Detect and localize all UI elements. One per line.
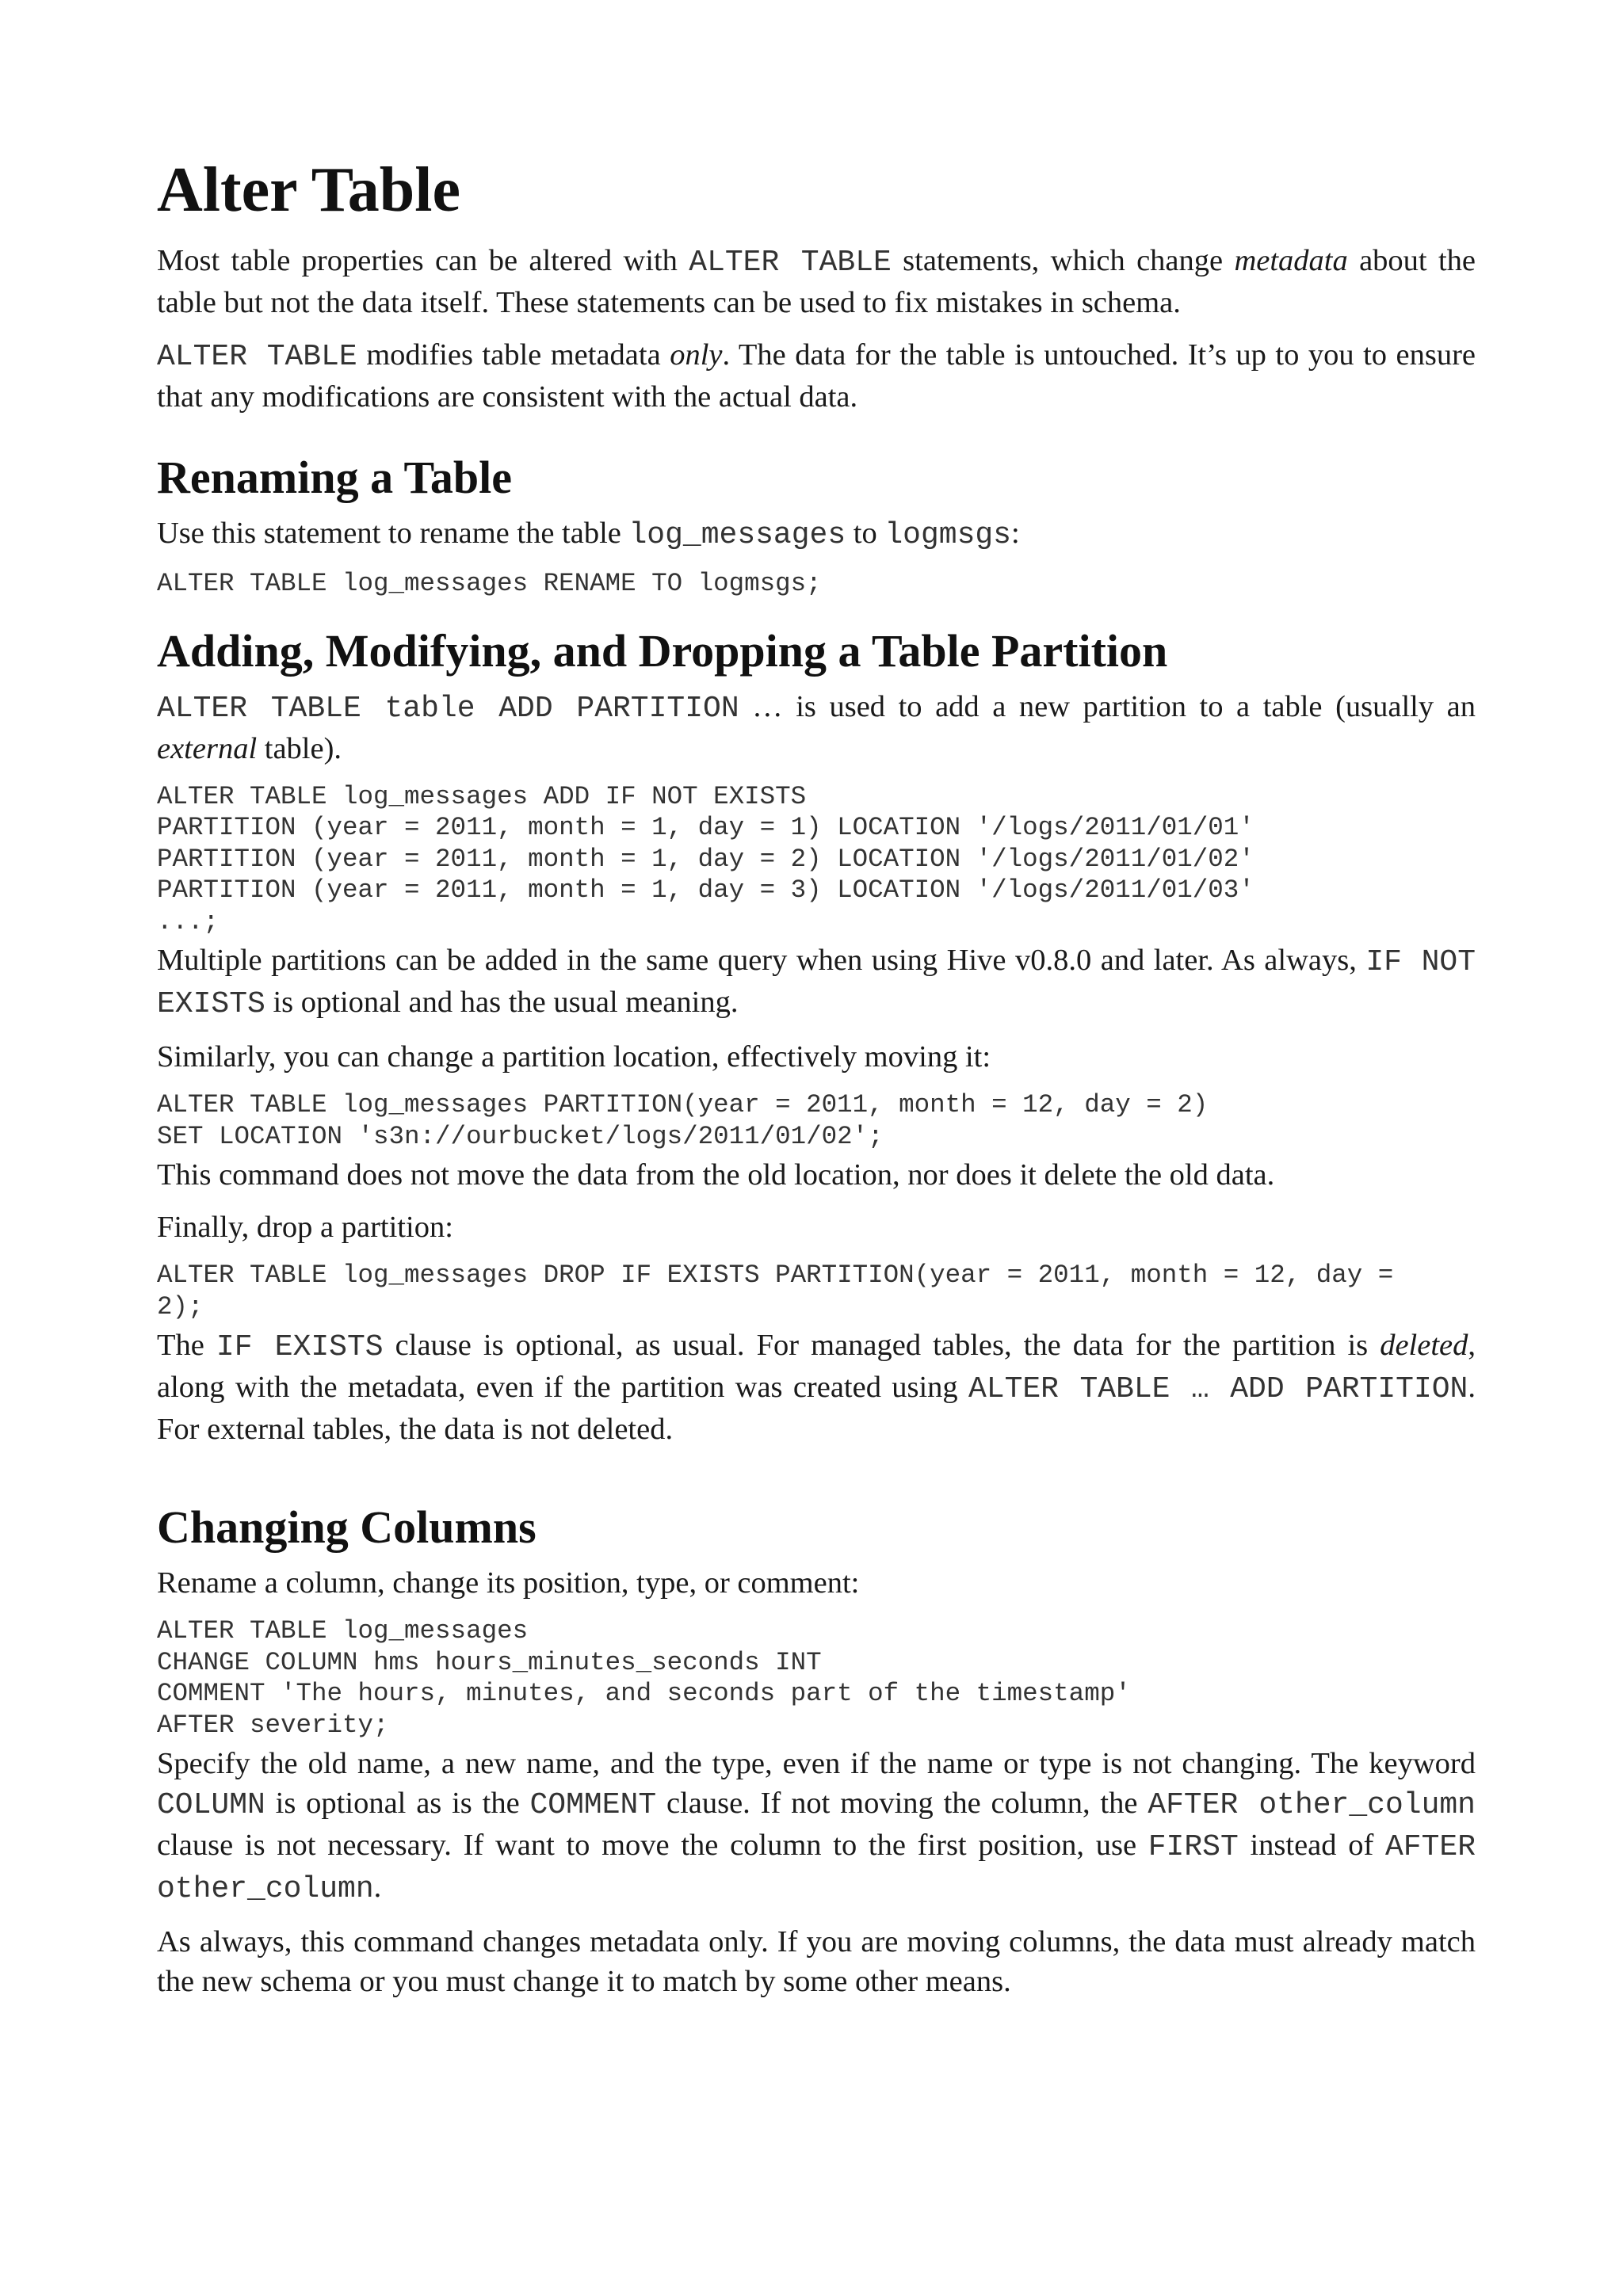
text-run: Specify the old name, a new name, and the type, even if the name or type is not changing. The keyword — [157, 1747, 1476, 1780]
text-run: to — [846, 517, 885, 550]
spacer — [157, 429, 1476, 450]
code-block-drop-partition: ALTER TABLE log_messages DROP IF EXISTS PARTITION(year = 2011, month = 12, day = 2); — [157, 1261, 1394, 1322]
text-run: : — [1011, 517, 1020, 550]
emphasis-text: deleted — [1380, 1329, 1468, 1362]
text-run: … is used to add a new partition to a table (usually an — [739, 689, 1476, 723]
inline-code: logmsgs — [884, 518, 1011, 552]
text-run: Use this statement to rename the table — [157, 517, 629, 550]
code-block-add-partition: ALTER TABLE log_messages ADD IF NOT EXISTS PARTITION (year = 2011, month = 1, day = 1) LOCATION '/logs/2011/01/01' PARTITION (year = 2011, month = 1, day = 2) LOCATION '/logs/2011/01/02' PARTITION (year = 2011, month = 1, day = 3) LOCATION '/logs/2011/01/03' ...; — [157, 781, 1254, 936]
spacer — [157, 603, 1476, 624]
columns-paragraph-2 — [157, 1744, 1476, 1909]
inline-code: ALTER TABLE table ADD PARTITION — [157, 691, 739, 726]
text-run: instead of — [1238, 1829, 1385, 1862]
emphasis-text: external — [157, 731, 258, 765]
text-run: modifies table metadata — [357, 338, 670, 372]
inline-code: COLUMN — [157, 1788, 265, 1822]
text-run: . For external tables, the data is not deleted. — [157, 1371, 1476, 1446]
renaming-paragraph — [157, 513, 1476, 555]
inline-code: IF EXISTS — [216, 1330, 384, 1364]
inline-code: AFTER other_column — [157, 1830, 1476, 1906]
section-heading-renaming: Renaming a Table — [157, 452, 512, 503]
inline-code: log_messages — [628, 518, 846, 552]
emphasis-text: metadata — [1234, 244, 1348, 277]
partition-paragraph-4: This command does not move the data from the old location, nor does it delete the old data. — [157, 1158, 1275, 1192]
section-heading-partition: Adding, Modifying, and Dropping a Table Partition — [157, 624, 1168, 677]
page-title: Alter Table — [157, 155, 461, 225]
partition-paragraph-3: Similarly, you can change a partition location, effectively moving it: — [157, 1040, 991, 1074]
intro-paragraph-2 — [157, 335, 1476, 417]
inline-code: ALTER TABLE — [157, 340, 357, 374]
partition-paragraph-1 — [157, 687, 1476, 769]
text-run: Multiple partitions can be added in the same query when using Hive v0.8.0 and later. As always, — [157, 944, 1366, 977]
text-run: is optional and has the usual meaning. — [265, 986, 739, 1019]
section-heading-columns: Changing Columns — [157, 1501, 537, 1553]
text-run: clause is not necessary. If want to move the column to the first position, use — [157, 1829, 1148, 1862]
code-block-set-location: ALTER TABLE log_messages PARTITION(year = 2011, month = 12, day = 2) SET LOCATION 's3n://ourbucket/logs/2011/01/02'; — [157, 1090, 1209, 1151]
inline-code: IF NOT EXISTS — [157, 945, 1476, 1021]
text-run: . The data for the table is untouched. It’s up to you to ensure that any modifications are consistent with the actual data. — [157, 338, 1476, 414]
text-run: The — [157, 1329, 216, 1362]
inline-code: AFTER other_column — [1148, 1788, 1476, 1822]
code-block-change-column: ALTER TABLE log_messages CHANGE COLUMN hms hours_minutes_seconds INT COMMENT 'The hours, minutes, and seconds part of the timestamp' AFTER severity; — [157, 1616, 1131, 1740]
inline-code: COMMENT — [529, 1788, 657, 1822]
text-run: about the table but not the data itself. These statements can be used to fix mistakes in schema. — [157, 244, 1476, 319]
page-content — [157, 151, 1476, 2014]
text-run: table). — [257, 731, 342, 765]
text-run: , along with the metadata, even if the partition was created using — [157, 1329, 1476, 1404]
inline-code: ALTER TABLE … ADD PARTITION — [968, 1372, 1468, 1406]
columns-paragraph-1: Rename a column, change its position, type, or comment: — [157, 1566, 860, 1600]
spacer — [157, 1462, 1476, 1500]
intro-paragraph-1 — [157, 241, 1476, 322]
partition-paragraph-6 — [157, 1325, 1476, 1449]
code-block-rename: ALTER TABLE log_messages RENAME TO logmsgs; — [157, 569, 822, 598]
emphasis-text: only — [670, 338, 723, 372]
inline-code: ALTER TABLE — [689, 246, 892, 280]
text-run: clause is optional, as usual. For managed tables, the data for the partition is — [383, 1329, 1381, 1362]
text-run: . — [373, 1871, 382, 1904]
partition-paragraph-5: Finally, drop a partition: — [157, 1211, 453, 1244]
text-run: clause. If not moving the column, the — [656, 1787, 1148, 1820]
text-run: is optional as is the — [265, 1787, 530, 1820]
text-run: statements, which change — [891, 244, 1235, 277]
inline-code: FIRST — [1148, 1830, 1239, 1864]
columns-paragraph-3: As always, this command changes metadata only. If you are moving columns, the data must already match the new schema or you must change it to match by some other means. — [157, 1925, 1476, 1998]
partition-paragraph-2 — [157, 940, 1476, 1024]
text-run: Most table properties can be altered with — [157, 244, 689, 277]
